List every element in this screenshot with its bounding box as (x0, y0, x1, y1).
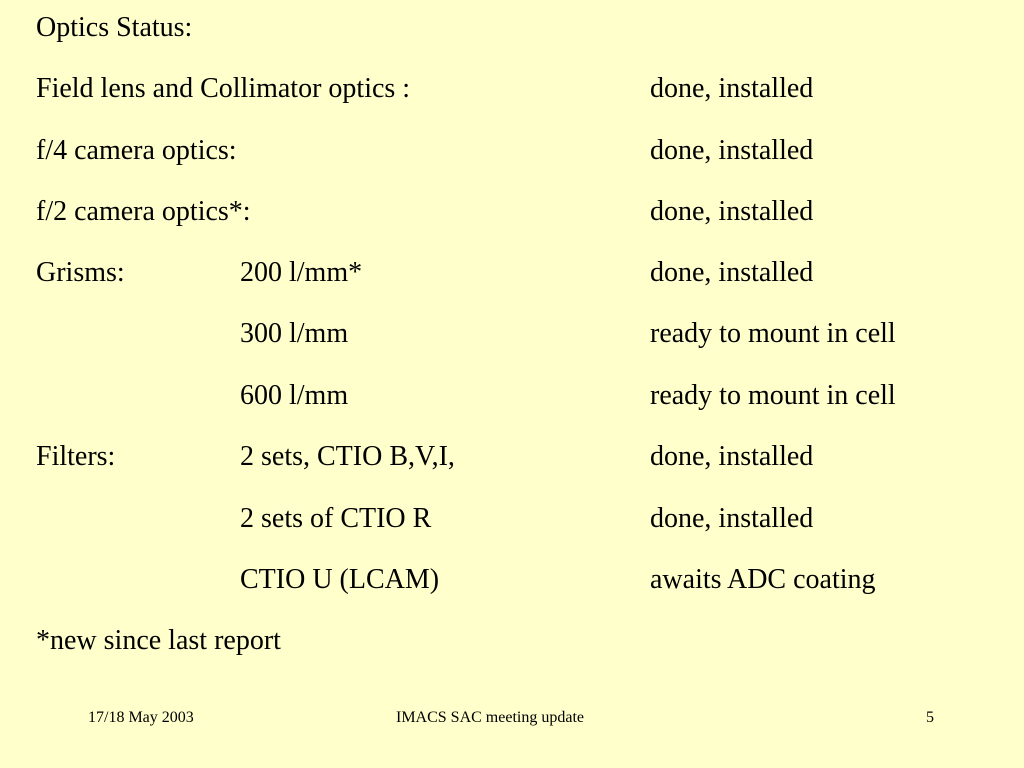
row-detail: 200 l/mm* (240, 257, 363, 288)
row-label: Grisms: (36, 257, 125, 288)
slide-body (36, 0, 996, 680)
row-detail: 2 sets of CTIO R (240, 503, 432, 534)
row-label: Filters: (36, 441, 116, 472)
footnote-text: *new since last report (36, 625, 281, 656)
row-detail: CTIO U (LCAM) (240, 564, 440, 595)
row-detail: 600 l/mm (240, 380, 349, 411)
row-status: done, installed (650, 135, 814, 166)
row-label: f/4 camera optics: (36, 135, 237, 166)
row-detail: 300 l/mm (240, 318, 349, 349)
row-status: done, installed (650, 441, 814, 472)
row-status: done, installed (650, 73, 814, 104)
row-label: Field lens and Collimator optics : (36, 73, 411, 104)
row-detail: 2 sets, CTIO B,V,I, (240, 441, 455, 472)
row-status: ready to mount in cell (650, 380, 896, 411)
row-label: f/2 camera optics*: (36, 196, 251, 227)
footer-title: IMACS SAC meeting update (396, 709, 584, 726)
row-status: ready to mount in cell (650, 318, 896, 349)
footer-date: 17/18 May 2003 (88, 709, 194, 726)
heading-text: Optics Status: (36, 12, 193, 43)
row-status: awaits ADC coating (650, 564, 876, 595)
row-status: done, installed (650, 503, 814, 534)
row-status: done, installed (650, 257, 814, 288)
slide-number: 5 (926, 709, 934, 726)
row-status: done, installed (650, 196, 814, 227)
